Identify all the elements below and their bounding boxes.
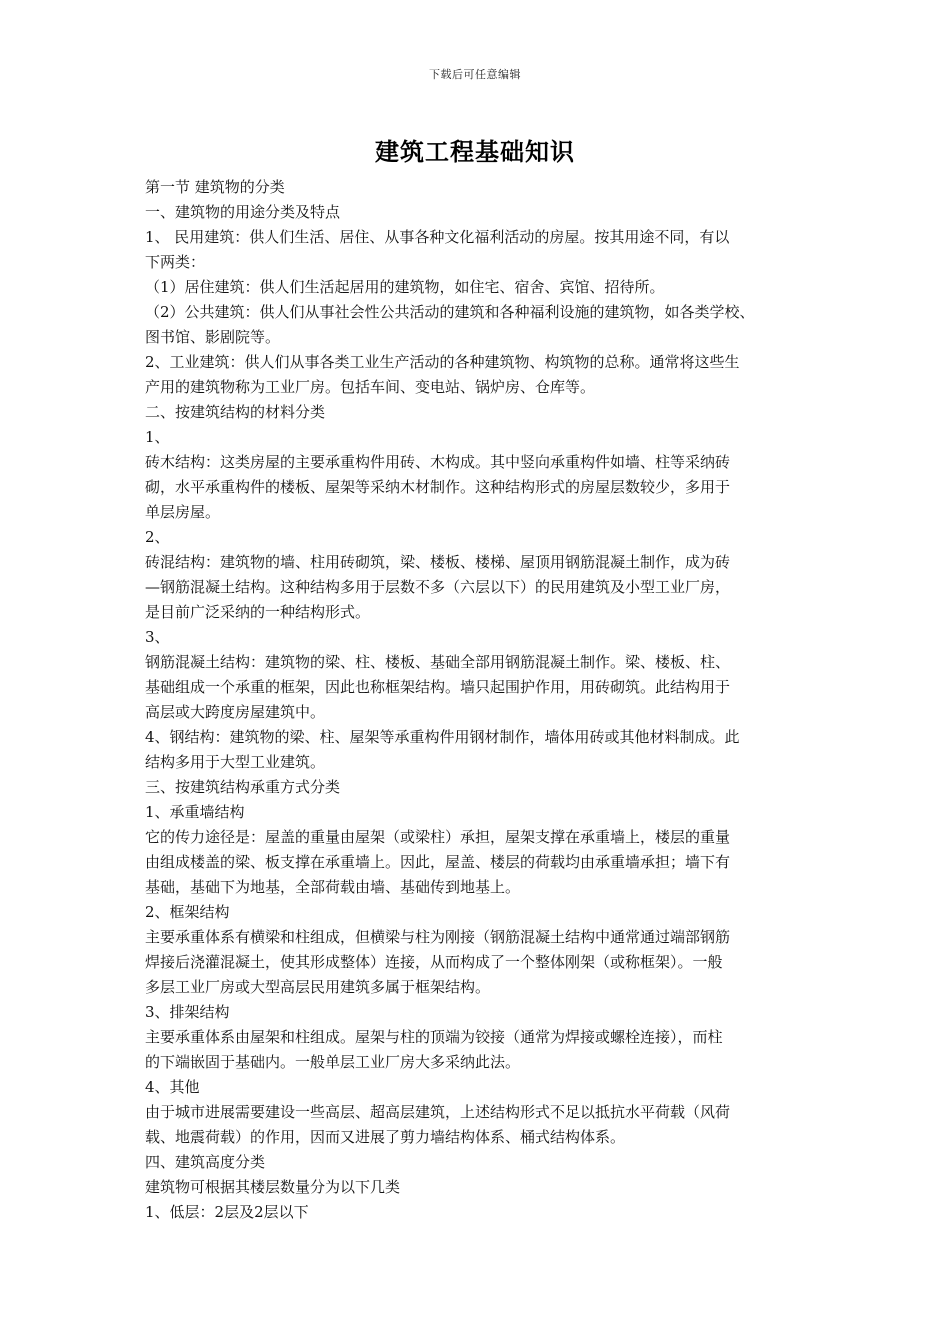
- body-text-line: （2）公共建筑：供人们从事社会性公共活动的建筑和各种福利设施的建筑物，如各类学校、: [145, 303, 755, 321]
- body-text-line: 4、其他: [145, 1078, 200, 1096]
- body-text-line: 下两类：: [145, 253, 206, 271]
- body-text-line: 2、框架结构: [145, 903, 230, 921]
- body-text-line: 二、按建筑结构的材料分类: [145, 403, 326, 421]
- body-text-line: 焊接后浇灌混凝土，使其形成整体）连接，从而构成了一个整体刚架（或称框架）。一般: [145, 953, 723, 971]
- body-text-line: 三、按建筑结构承重方式分类: [145, 778, 341, 796]
- body-text-line: 1、: [145, 428, 170, 446]
- body-text-line: 高层或大跨度房屋建筑中。: [145, 703, 326, 721]
- body-text-line: 钢筋混凝土结构：建筑物的梁、柱、楼板、基础全部用钢筋混凝土制作。梁、楼板、柱、: [145, 653, 731, 671]
- body-text-line: 3、: [145, 628, 170, 646]
- body-text-line: 结构多用于大型工业建筑。: [145, 753, 326, 771]
- body-text-line: 的下端嵌固于基础内。一般单层工业厂房大多采纳此法。: [145, 1053, 521, 1071]
- body-text-line: 1、承重墙结构: [145, 803, 245, 821]
- body-text-line: —钢筋混凝土结构。这种结构多用于层数不多（六层以下）的民用建筑及小型工业厂房，: [145, 578, 731, 596]
- body-text-line: 砖混结构：建筑物的墙、柱用砖砌筑，梁、楼板、楼梯、屋顶用钢筋混凝土制作，成为砖: [145, 553, 731, 571]
- body-text-line: （1）居住建筑：供人们生活起居用的建筑物，如住宅、宿舍、宾馆、招待所。: [145, 278, 665, 296]
- body-text-line: 1、 民用建筑：供人们生活、居住、从事各种文化福利活动的房屋。按其用途不同，有以: [145, 228, 730, 246]
- body-text-line: 图书馆、影剧院等。: [145, 328, 281, 346]
- body-text-line: 是目前广泛采纳的一种结构形式。: [145, 603, 371, 621]
- body-text-line: 由于城市进展需要建设一些高层、超高层建筑，上述结构形式不足以抵抗水平荷载（风荷: [145, 1103, 731, 1121]
- body-text-line: 4、钢结构：建筑物的梁、柱、屋架等承重构件用钢材制作，墙体用砖或其他材料制成。此: [145, 728, 740, 746]
- body-text-line: 砌，水平承重构件的楼板、屋架等采纳木材制作。这种结构形式的房屋层数较少，多用于: [145, 478, 731, 496]
- body-text-line: 载、地震荷载）的作用，因而又进展了剪力墙结构体系、桶式结构体系。: [145, 1128, 626, 1146]
- body-text-line: 主要承重体系有横梁和柱组成，但横梁与柱为刚接（钢筋混凝土结构中通常通过端部钢筋: [145, 928, 731, 946]
- body-text-line: 2、工业建筑：供人们从事各类工业生产活动的各种建筑物、构筑物的总称。通常将这些生: [145, 353, 740, 371]
- body-text-line: 多层工业厂房或大型高层民用建筑多属于框架结构。: [145, 978, 491, 996]
- body-text-line: 由组成楼盖的梁、板支撑在承重墙上。因此，屋盖、楼层的荷载均由承重墙承担；墙下有: [145, 853, 731, 871]
- body-text-line: 1、低层：2层及2层以下: [145, 1203, 309, 1221]
- body-text-line: 四、建筑高度分类: [145, 1153, 266, 1171]
- body-text-line: 基础，基础下为地基，全部荷载由墙、基础传到地基上。: [145, 878, 521, 896]
- document-title: 建筑工程基础知识: [375, 137, 575, 166]
- body-text-line: 3、排架结构: [145, 1003, 230, 1021]
- body-text-line: 2、: [145, 528, 170, 546]
- body-text-line: 单层房屋。: [145, 503, 221, 521]
- body-text-line: 建筑物可根据其楼层数量分为以下几类: [145, 1178, 401, 1196]
- body-text-line: 基础组成一个承重的框架，因此也称框架结构。墙只起围护作用，用砖砌筑。此结构用于: [145, 678, 731, 696]
- body-text-line: 产用的建筑物称为工业厂房。包括车间、变电站、锅炉房、仓库等。: [145, 378, 596, 396]
- body-text-line: 一、建筑物的用途分类及特点: [145, 203, 341, 221]
- body-text-line: 主要承重体系由屋架和柱组成。屋架与柱的顶端为铰接（通常为焊接或螺栓连接），而柱: [145, 1028, 723, 1046]
- body-text-line: 它的传力途径是：屋盖的重量由屋架（或梁柱）承担，屋架支撑在承重墙上，楼层的重量: [145, 828, 731, 846]
- header-note: 下载后可任意编辑: [429, 68, 521, 81]
- document-body: [145, 175, 825, 1225]
- body-text-line: 砖木结构：这类房屋的主要承重构件用砖、木构成。其中竖向承重构件如墙、柱等采纳砖: [145, 453, 731, 471]
- body-text-line: 第一节 建筑物的分类: [145, 178, 285, 196]
